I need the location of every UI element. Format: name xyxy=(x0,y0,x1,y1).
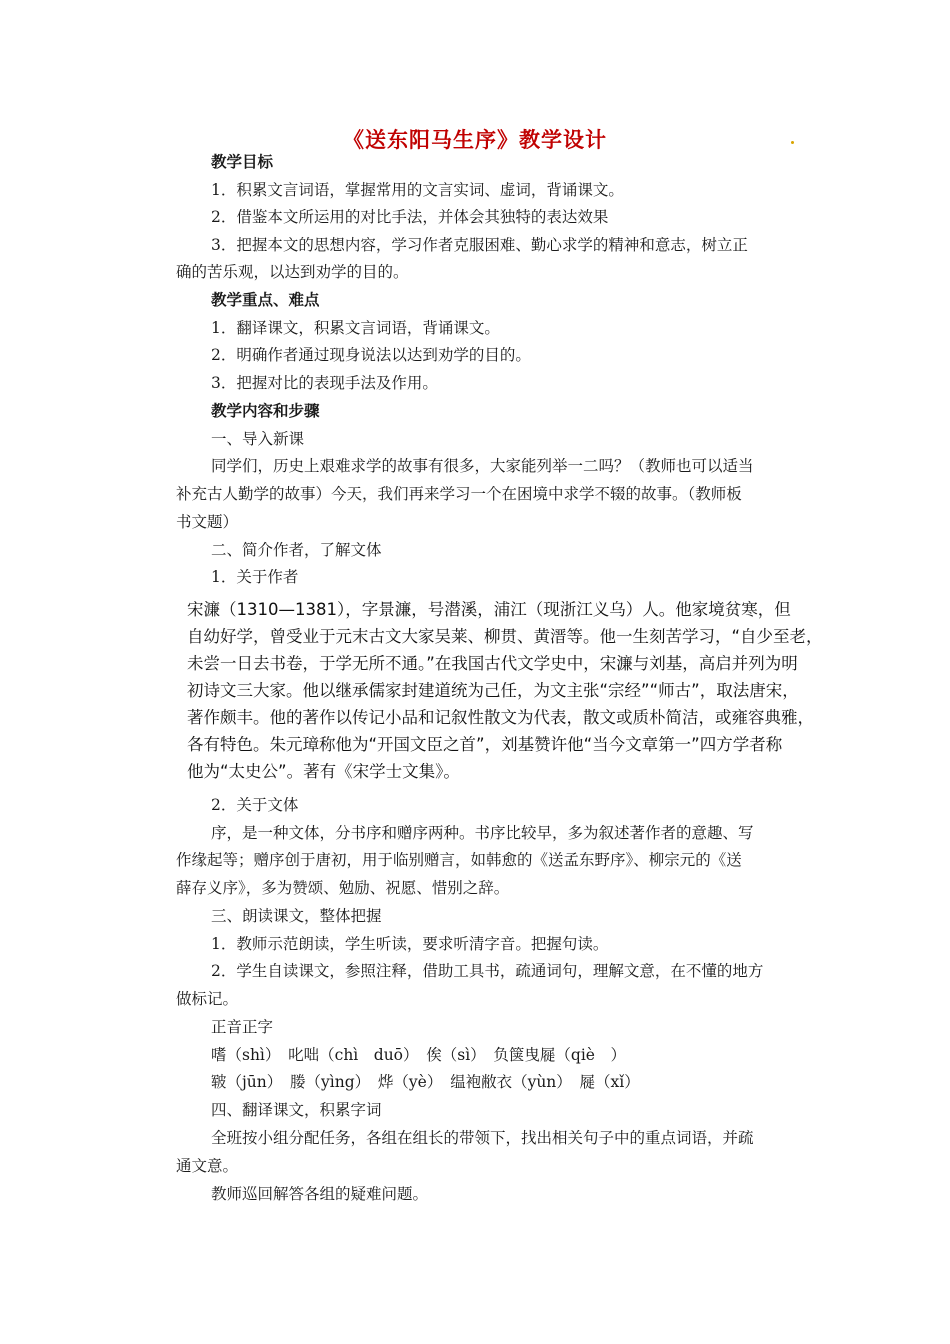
text-line: 三、朗读课文，整体把握 xyxy=(211,907,382,925)
author-bio-line: 宋濂（1310—1381），字景濂，号潜溪，浦江（现浙江义乌）人。他家境贫寒，但 xyxy=(187,600,791,619)
text-line: 正音正字 xyxy=(211,1018,274,1036)
text-line: 教师巡回解答各组的疑难问题。 xyxy=(211,1185,429,1203)
text-line: 嗜（shì） 叱咄（chì duō） 俟（sì） 负箧曳屣（qiè ） xyxy=(211,1046,626,1064)
text-line: 书文题） xyxy=(176,513,239,531)
text-line: 薛存义序》，多为赞颂、勉励、祝愿、惜别之辞。 xyxy=(176,879,510,897)
text-line: 四、翻译课文，积累字词 xyxy=(211,1101,382,1119)
text-line: 3．把握本文的思想内容，学习作者克服困难、勤心求学的精神和意志，树立正 xyxy=(211,236,748,254)
text-line: 序，是一种文体，分书序和赠序两种。书序比较早，多为叙述著作者的意趣、写 xyxy=(211,824,754,842)
text-line: 2．明确作者通过现身说法以达到劝学的目的。 xyxy=(211,346,531,364)
text-line: 全班按小组分配任务，各组在组长的带领下，找出相关句子中的重点词语，并疏 xyxy=(211,1129,754,1147)
text-line: 2．借鉴本文所运用的对比手法，并体会其独特的表达效果 xyxy=(211,208,609,226)
text-line: 通文意。 xyxy=(176,1157,239,1175)
text-line: 3．把握对比的表现手法及作用。 xyxy=(211,374,438,392)
text-line: 2．关于文体 xyxy=(211,796,299,814)
text-line: 确的苦乐观，以达到劝学的目的。 xyxy=(176,263,409,281)
text-line: 1．关于作者 xyxy=(211,568,299,586)
section-heading: 教学内容和步骤 xyxy=(211,402,320,420)
text-line: 作缘起等；赠序创于唐初，用于临别赠言，如韩愈的《送孟东野序》、柳宗元的《送 xyxy=(176,851,742,869)
text-line: 1．积累文言词语，掌握常用的文言实词、虚词，背诵课文。 xyxy=(211,181,624,199)
text-line: 一、导入新课 xyxy=(211,430,305,448)
section-heading: 教学重点、难点 xyxy=(211,291,320,309)
author-bio-line: 他为“太史公”。著有《宋学士文集》。 xyxy=(187,762,460,781)
text-line: 1．翻译课文，积累文言词语，背诵课文。 xyxy=(211,319,500,337)
decorative-dot xyxy=(791,141,794,144)
author-bio-line: 著作颇丰。他的著作以传记小品和记叙性散文为代表，散文或质朴简洁，或雍容典雅， xyxy=(187,708,814,727)
text-line: 二、简介作者，了解文体 xyxy=(211,541,382,559)
text-line: 补充古人勤学的故事）今天，我们再来学习一个在困境中求学不辍的故事。（教师板 xyxy=(176,485,742,503)
document-title: 《送东阳马生序》教学设计 xyxy=(343,128,607,152)
text-line: 做标记。 xyxy=(176,990,239,1008)
text-line: 1．教师示范朗读，学生听读，要求听清字音。把握句读。 xyxy=(211,935,609,953)
text-line: 皲（jūn） 媵（yìng） 烨（yè） 缊袍敝衣（yùn） 屣（xǐ） xyxy=(211,1073,640,1091)
author-bio-line: 自幼好学，曾受业于元末古文大家吴莱、柳贯、黄溍等。他一生刻苦学习，“自少至老， xyxy=(187,627,823,646)
section-heading: 教学目标 xyxy=(211,153,274,171)
author-bio-line: 各有特色。朱元璋称他为“开国文臣之首”，刘基赞许他“当今文章第一”四方学者称 xyxy=(187,735,783,754)
text-line: 2．学生自读课文，参照注释，借助工具书，疏通词句，理解文意，在不懂的地方 xyxy=(211,962,764,980)
text-line: 同学们，历史上艰难求学的故事有很多，大家能列举一二吗？（教师也可以适当 xyxy=(211,457,754,475)
author-bio-line: 未尝一日去书卷，于学无所不通。”在我国古代文学史中，宋濂与刘基，高启并列为明 xyxy=(187,654,798,673)
author-bio-line: 初诗文三大家。他以继承儒家封建道统为己任，为文主张“宗经”“师古”，取法唐宋， xyxy=(187,681,799,700)
